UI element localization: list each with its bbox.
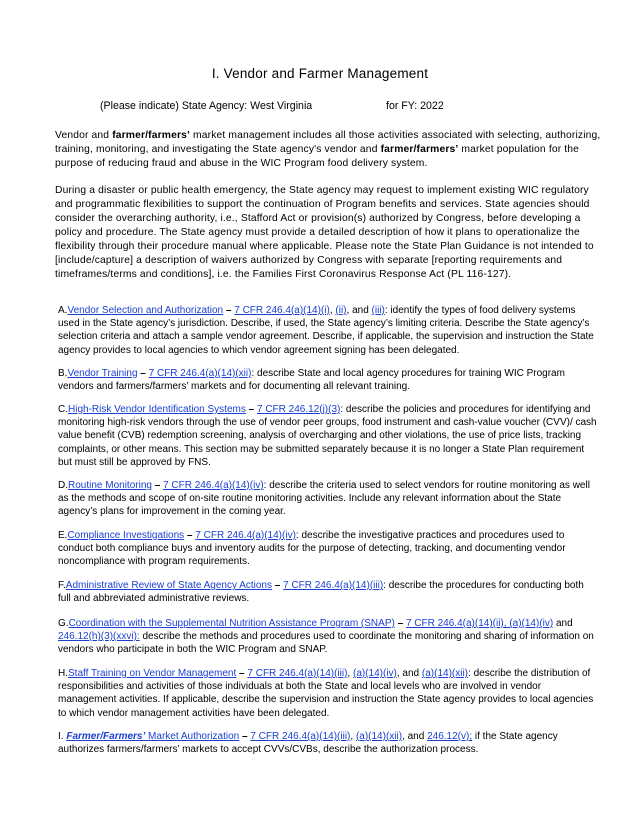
- section-e-title-link[interactable]: Compliance Investigations: [67, 530, 185, 541]
- section-a-title-link[interactable]: Vendor Selection and Authorization: [67, 305, 224, 316]
- section-b: B.Vendor Training – 7 CFR 246.4(a)(14)(xii): describe State and local agency procedures for training WIC Program vendors and farmers/farmers’ markets and for documenting all relevant training.: [58, 368, 565, 393]
- section-i: I. Farmer/Farmers’ Market Authorization – 7 CFR 246.4(a)(14)(iii), (a)(14)(xii), and 246.12(v); if the State agency authorizes farmers/farmers’ markets to accept CVVs/CVBs, describe the authorization process.: [58, 731, 558, 756]
- state-agency-line: (Please indicate) State Agency: West Virginia: [100, 100, 313, 112]
- intro-paragraph-2: During a disaster or public health emergency, the State agency may request to implement existing WIC regulatory and programmatic flexibilities to support the continuation of Program benefits and services. State agencies should consider the overarching authority, i.e., Stafford Act or provision(s) authorized by Congress, before developing a policy and procedure. The State agency must provide a detailed description of how it plans to operationalize the flexibility through their procedure manual where applicable. Please note the State Plan Guidance is not intended to [include/capture] a description of waivers authorized by Congress with separate [reporting requirements and timeframes/terms and conditions], i.e. the Families First Coronavirus Response Act (PL 116-127).: [55, 185, 594, 280]
- section-b-title-link[interactable]: Vendor Training: [67, 368, 138, 379]
- section-g-cfr-link[interactable]: 7 CFR 246.4(a)(14)(ii), (a)(14)(iv): [405, 618, 554, 629]
- section-b-cfr-link[interactable]: 7 CFR 246.4(a)(14)(xii): [148, 368, 252, 379]
- section-i-title-link[interactable]: Market Authorization: [145, 731, 240, 742]
- section-h-cfr-link[interactable]: 7 CFR 246.4(a)(14)(iii): [247, 668, 348, 679]
- section-g: G.Coordination with the Supplemental Nutrition Assistance Program (SNAP) – 7 CFR 246.4(a)(14)(ii), (a)(14)(iv) and 246.12(h)(3)(xxvi): describe the methods and procedures used to coordinate the monitoring and sharing of information on vendors who participate in both the WIC Program and SNAP.: [58, 618, 594, 656]
- section-f-cfr-link[interactable]: 7 CFR 246.4(a)(14)(iii): [283, 580, 384, 591]
- section-h-cfr-link-2[interactable]: (a)(14)(iv): [352, 668, 397, 679]
- bold-term: farmer/farmers’: [112, 130, 190, 141]
- section-c-title-link[interactable]: High-Risk Vendor Identification Systems: [68, 404, 246, 415]
- section-i-title-link-emphasis[interactable]: Farmer/Farmers’: [66, 731, 146, 742]
- section-i-cfr-link-2[interactable]: (a)(14)(xii): [355, 731, 403, 742]
- page-title: I. Vendor and Farmer Management: [211, 66, 429, 81]
- section-a-cfr-link-2[interactable]: (ii): [335, 305, 347, 316]
- intro-paragraph-1: Vendor and farmer/farmers’ market management includes all those activities associated with selecting, authorizing, training, monitoring, and investigating the State agency's vendor and farmer/farmers’ market population for the purpose of reducing fraud and abuse in the WIC Program food delivery system.: [55, 130, 601, 169]
- section-f: F.Administrative Review of State Agency Actions – 7 CFR 246.4(a)(14)(iii): describe the procedures for conducting both full and abbreviated administrative reviews.: [58, 580, 584, 605]
- section-c: C.High-Risk Vendor Identification Systems – 7 CFR 246.12(j)(3): describe the policies and procedures for identifying and monitoring high-risk vendors through the use of vendor peer groups, food instrument and cash-value voucher (CVV)/ cash value benefit (CVB) redemption screening, analysis of overcharging and other violations, the use of price lists, tracking complaints, or other means. This section may be submitted separately because it is no longer a State Plan requirement but must still be approved by FNS.: [58, 404, 597, 468]
- section-e-cfr-link[interactable]: 7 CFR 246.4(a)(14)(iv): [195, 530, 296, 541]
- section-c-cfr-link[interactable]: 7 CFR 246.12(j)(3): [256, 404, 341, 415]
- section-f-title-link[interactable]: Administrative Review of State Agency Actions: [65, 580, 272, 591]
- section-a: A.Vendor Selection and Authorization – 7 CFR 246.4(a)(14)(i), (ii), and (iii): identify the types of food delivery systems used in the State agency’s jurisdiction. Describe, if used, the State agency’s limiting criteria. Describe the State agency’s selection criteria and attach a sample vendor agreement. Describe, if applicable, the supervision and instruction the State agency provides to local agencies to which vendor agreement signing has been delegated.: [58, 305, 594, 356]
- section-d-cfr-link[interactable]: 7 CFR 246.4(a)(14)(iv): [163, 480, 264, 491]
- section-e: E.Compliance Investigations – 7 CFR 246.4(a)(14)(iv): describe the investigative practices and procedures used to conduct both compliance buys and inventory audits for the purpose of detecting, tracking, and documenting vendor noncompliance with program requirements.: [58, 530, 566, 568]
- section-d: D.Routine Monitoring – 7 CFR 246.4(a)(14)(iv): describe the criteria used to select vendors for routine monitoring as well as the methods and scope of on-site routine monitoring activities. Include any relevant information about the State agency’s plans for improvement in the coming year.: [58, 480, 590, 518]
- fiscal-year-line: for FY: 2022: [386, 100, 444, 112]
- section-a-cfr-link[interactable]: 7 CFR 246.4(a)(14)(i): [234, 305, 330, 316]
- section-h-cfr-link-3[interactable]: (a)(14)(xii): [421, 668, 469, 679]
- section-g-title-link[interactable]: Coordination with the Supplemental Nutrition Assistance Program (SNAP): [68, 618, 395, 629]
- section-d-title-link[interactable]: Routine Monitoring: [68, 480, 152, 491]
- section-g-cfr-link-2[interactable]: 246.12(h)(3)(xxvi):: [58, 631, 140, 643]
- section-i-cfr-link[interactable]: 7 CFR 246.4(a)(14)(iii): [250, 731, 351, 742]
- section-h: H.Staff Training on Vendor Management – 7 CFR 246.4(a)(14)(iii), (a)(14)(iv), and (a)(14)(xii): describe the distribution of responsibilities and activities of those individuals at both the State and local levels who are involved in vendor management activities. If applicable, describe the supervision and instruction the State agency provides to local agencies to which vendor management activities have been delegated.: [58, 668, 594, 719]
- section-a-cfr-link-3[interactable]: (iii): [371, 305, 385, 316]
- bold-term: farmer/farmers’: [380, 144, 459, 155]
- section-h-title-link[interactable]: Staff Training on Vendor Management: [68, 668, 237, 679]
- section-i-cfr-link-3[interactable]: 246.12(v);: [427, 731, 473, 742]
